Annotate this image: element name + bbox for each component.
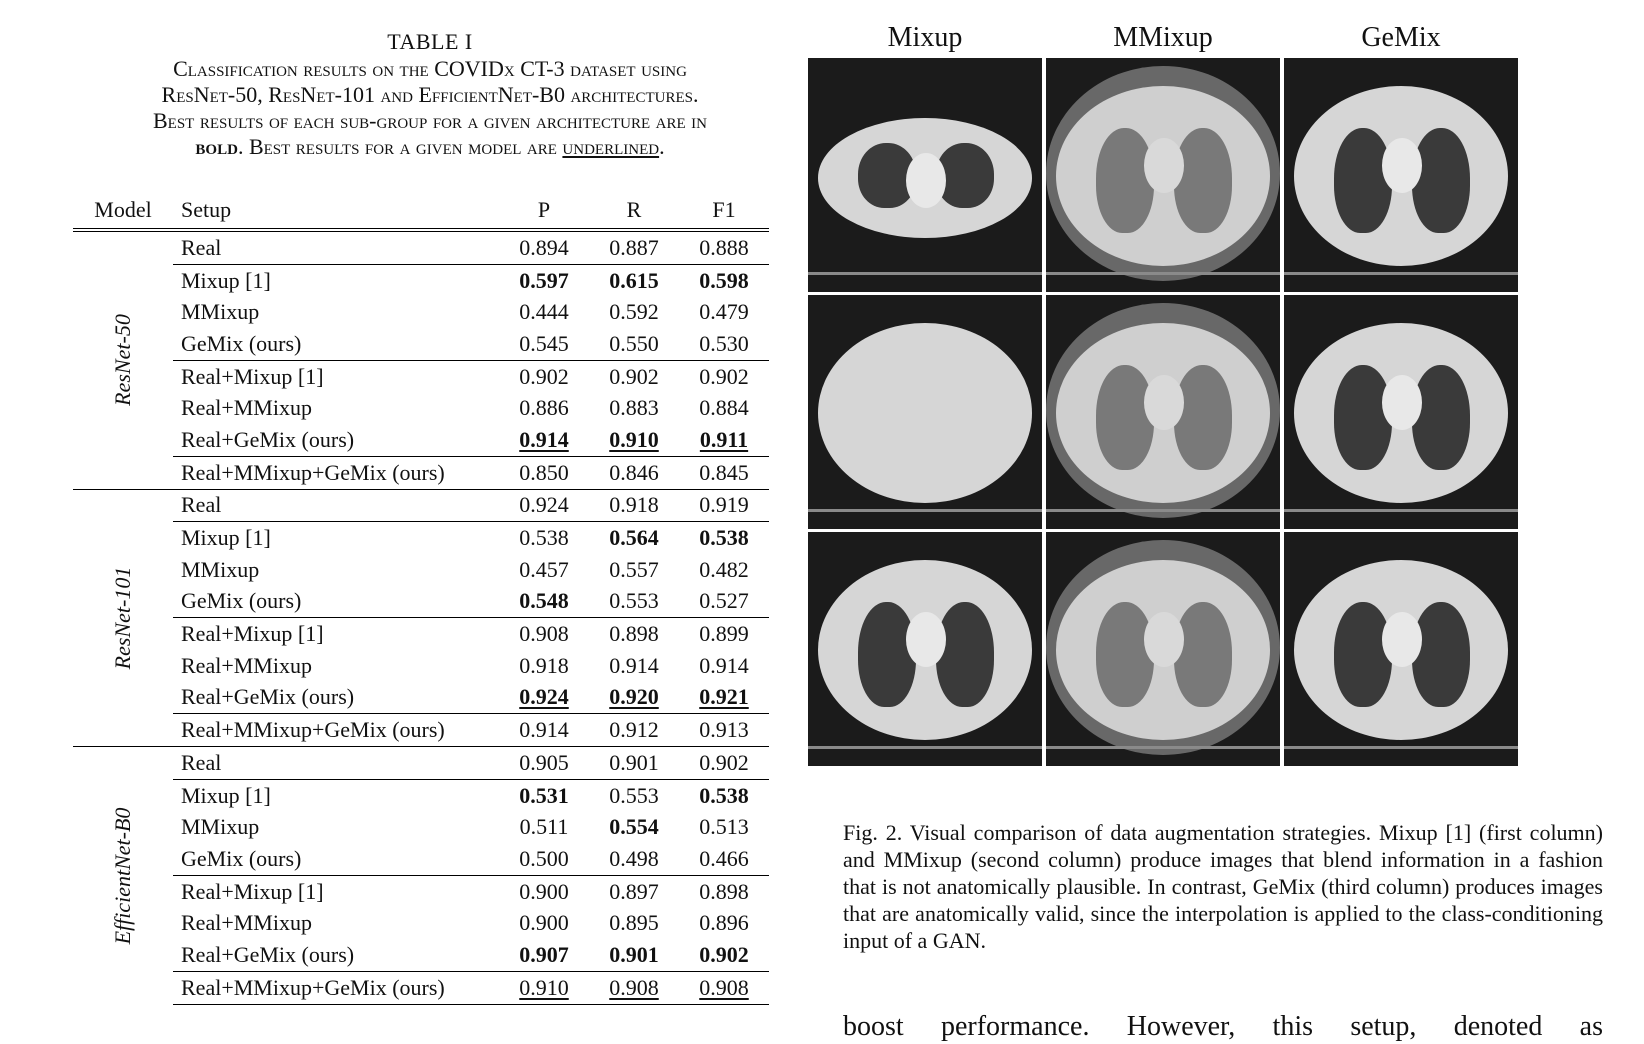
setup-cell: Real+GeMix (ours) xyxy=(181,426,355,452)
body-word: performance. xyxy=(940,1011,1090,1042)
results-table xyxy=(73,192,769,1005)
table-row xyxy=(73,489,769,522)
setup-cell: Real xyxy=(173,489,499,522)
r-cell: 0.592 xyxy=(609,299,659,325)
f1-cell: 0.919 xyxy=(679,489,769,522)
caption-line-4 xyxy=(40,134,820,160)
f1-cell: 0.538 xyxy=(679,779,769,811)
r-cell: 0.908 xyxy=(589,971,679,1004)
r-cell: 0.895 xyxy=(609,910,659,936)
caption-line-3: Best results of each sub-group for a given architecture are in xyxy=(153,108,707,133)
f1-cell: 0.479 xyxy=(699,299,749,325)
ct-body-shape xyxy=(818,323,1032,503)
model-name: ResNet-50 xyxy=(110,314,135,407)
setup-cell: MMixup xyxy=(181,814,260,840)
r-cell: 0.901 xyxy=(589,747,679,780)
table-row xyxy=(73,747,769,780)
r-cell: 0.498 xyxy=(609,845,659,871)
f1-cell: 0.899 xyxy=(679,618,769,650)
table-header-row xyxy=(73,192,769,230)
p-cell: 0.924 xyxy=(499,489,589,522)
p-cell: 0.531 xyxy=(499,779,589,811)
table-row xyxy=(73,971,769,1004)
ct-image-mixup-1 xyxy=(808,58,1042,292)
f1-cell: 0.888 xyxy=(679,230,769,264)
model-name-cell xyxy=(73,489,173,747)
table-row xyxy=(73,522,769,554)
p-cell: 0.902 xyxy=(499,360,589,392)
table-row xyxy=(73,907,769,939)
r-cell: 0.553 xyxy=(609,588,659,614)
table-row xyxy=(73,360,769,392)
ct-image-gemix-3 xyxy=(1284,532,1518,766)
r-cell: 0.553 xyxy=(589,779,679,811)
ct-blend-overlay xyxy=(1046,66,1280,281)
table-row xyxy=(73,875,769,907)
r-cell: 0.887 xyxy=(589,230,679,264)
f1-cell: 0.908 xyxy=(679,971,769,1004)
table-row xyxy=(73,586,769,618)
caption-bold-word: bold xyxy=(195,134,238,159)
f1-cell: 0.902 xyxy=(679,360,769,392)
ct-lung-right xyxy=(1412,602,1470,707)
table-label: TABLE I xyxy=(387,29,473,54)
setup-cell: Real+MMixup xyxy=(181,910,312,936)
caption-line-1: Classification results on the COVIDx CT-3 dataset using xyxy=(173,56,687,81)
p-cell: 0.914 xyxy=(499,714,589,747)
caption-mid: . Best results for a given model are xyxy=(237,134,563,159)
setup-cell: GeMix (ours) xyxy=(181,330,302,356)
ct-table-line xyxy=(1284,746,1518,749)
p-cell: 0.457 xyxy=(519,556,569,582)
header-r: R xyxy=(626,197,642,222)
f1-cell: 0.913 xyxy=(679,714,769,747)
setup-cell: Real+MMixup xyxy=(181,652,312,678)
table-row xyxy=(73,230,769,264)
body-word: boost xyxy=(843,1011,904,1042)
header-setup: Setup xyxy=(181,197,232,222)
setup-cell: Real+Mixup [1] xyxy=(173,875,499,907)
table-caption xyxy=(40,28,820,160)
caption-end: . xyxy=(659,134,665,159)
p-cell: 0.908 xyxy=(499,618,589,650)
table-row xyxy=(73,682,769,714)
table-row xyxy=(73,779,769,811)
r-cell: 0.846 xyxy=(589,456,679,489)
f1-cell: 0.898 xyxy=(679,875,769,907)
model-group-resnet-101 xyxy=(73,489,769,747)
ct-blend-overlay xyxy=(1046,540,1280,755)
table-row xyxy=(73,618,769,650)
table-row xyxy=(73,811,769,843)
model-group-efficientnet-b0 xyxy=(73,747,769,1005)
setup-cell: Mixup [1] xyxy=(173,522,499,554)
r-cell: 0.550 xyxy=(609,330,659,356)
f1-cell: 0.527 xyxy=(699,588,749,614)
body-word: as xyxy=(1579,1011,1603,1042)
p-cell: 0.910 xyxy=(499,971,589,1004)
p-cell: 0.907 xyxy=(519,941,569,967)
column-header-mmixup: MMixup xyxy=(1113,22,1213,53)
table-row xyxy=(73,264,769,296)
ct-lung-left xyxy=(1334,365,1392,470)
model-group-resnet-50 xyxy=(73,230,769,489)
p-cell: 0.886 xyxy=(519,395,569,421)
ct-table-line xyxy=(808,509,1042,512)
model-name: EfficientNet-B0 xyxy=(110,807,135,944)
header-p: P xyxy=(537,197,551,222)
ct-heart xyxy=(1382,375,1422,430)
p-cell: 0.597 xyxy=(499,264,589,296)
model-name-cell xyxy=(73,747,173,1005)
figure-caption: Fig. 2. Visual comparison of data augmentation strategies. Mixup [1] (first column) and MMixup (second column) produce images that blend information in a fashion that is not anatomically plausible. In contrast, GeMix (third column) produces images that are anatomically valid, since the interpolation is applied to the class-conditioning input of a GAN. xyxy=(843,820,1603,953)
p-cell: 0.900 xyxy=(519,910,569,936)
r-cell: 0.557 xyxy=(609,556,659,582)
f1-cell: 0.513 xyxy=(699,814,749,840)
p-cell: 0.924 xyxy=(519,684,569,710)
table-row xyxy=(73,328,769,360)
f1-cell: 0.921 xyxy=(699,684,749,710)
caption-underlined-word: underlined xyxy=(562,134,660,159)
body-text-line xyxy=(843,1011,1603,1043)
setup-cell: Real+MMixup+GeMix (ours) xyxy=(173,971,499,1004)
ct-image-mixup-3 xyxy=(808,532,1042,766)
model-name: ResNet-101 xyxy=(110,566,135,670)
setup-cell: MMixup xyxy=(181,556,260,582)
body-word: denoted xyxy=(1453,1011,1543,1042)
f1-cell: 0.482 xyxy=(699,556,749,582)
f1-cell: 0.902 xyxy=(699,941,749,967)
f1-cell: 0.902 xyxy=(679,747,769,780)
table-row xyxy=(73,939,769,971)
p-cell: 0.894 xyxy=(499,230,589,264)
setup-cell: GeMix (ours) xyxy=(181,588,302,614)
table-row xyxy=(73,456,769,489)
ct-table-line xyxy=(808,272,1042,275)
r-cell: 0.920 xyxy=(609,684,659,710)
ct-table-line xyxy=(1046,272,1280,275)
ct-heart xyxy=(1382,612,1422,667)
p-cell: 0.500 xyxy=(519,845,569,871)
r-cell: 0.564 xyxy=(589,522,679,554)
model-name-cell xyxy=(73,230,173,489)
f1-cell: 0.884 xyxy=(699,395,749,421)
p-cell: 0.905 xyxy=(499,747,589,780)
header-f1: F1 xyxy=(712,197,736,222)
table-row xyxy=(73,714,769,747)
table-row xyxy=(73,424,769,456)
setup-cell: GeMix (ours) xyxy=(181,845,302,871)
r-cell: 0.554 xyxy=(609,814,659,840)
table-row xyxy=(73,843,769,875)
f1-cell: 0.896 xyxy=(699,910,749,936)
setup-cell: Real+MMixup+GeMix (ours) xyxy=(173,456,499,489)
ct-lung-right xyxy=(936,602,994,707)
table-row xyxy=(73,392,769,424)
table-row xyxy=(73,650,769,682)
ct-lung-right xyxy=(1412,128,1470,233)
f1-cell: 0.466 xyxy=(699,845,749,871)
table-row xyxy=(73,554,769,586)
f1-cell: 0.914 xyxy=(699,652,749,678)
setup-cell: Real+MMixup+GeMix (ours) xyxy=(173,714,499,747)
r-cell: 0.902 xyxy=(589,360,679,392)
r-cell: 0.615 xyxy=(589,264,679,296)
r-cell: 0.918 xyxy=(589,489,679,522)
column-header-gemix: GeMix xyxy=(1361,22,1441,53)
setup-cell: MMixup xyxy=(181,299,260,325)
p-cell: 0.444 xyxy=(519,299,569,325)
column-header-mixup: Mixup xyxy=(887,22,963,53)
ct-table-line xyxy=(808,746,1042,749)
ct-image-gemix-2 xyxy=(1284,295,1518,529)
setup-cell: Mixup [1] xyxy=(173,264,499,296)
ct-image-mmixup-3 xyxy=(1046,532,1280,766)
p-cell: 0.538 xyxy=(499,522,589,554)
setup-cell: Real+MMixup xyxy=(181,395,312,421)
r-cell: 0.883 xyxy=(609,395,659,421)
ct-table-line xyxy=(1046,746,1280,749)
setup-cell: Mixup [1] xyxy=(173,779,499,811)
f1-cell: 0.911 xyxy=(699,426,749,452)
setup-cell: Real+Mixup [1] xyxy=(173,618,499,650)
r-cell: 0.897 xyxy=(589,875,679,907)
ct-heart xyxy=(1382,138,1422,193)
ct-table-line xyxy=(1284,272,1518,275)
r-cell: 0.912 xyxy=(589,714,679,747)
setup-cell: Real xyxy=(173,230,499,264)
ct-image-mmixup-1 xyxy=(1046,58,1280,292)
r-cell: 0.898 xyxy=(589,618,679,650)
body-word: this xyxy=(1272,1011,1314,1042)
ct-heart xyxy=(906,153,946,208)
r-cell: 0.914 xyxy=(609,652,659,678)
p-cell: 0.900 xyxy=(499,875,589,907)
ct-table-line xyxy=(1046,509,1280,512)
ct-image-mmixup-2 xyxy=(1046,295,1280,529)
setup-cell: Real xyxy=(173,747,499,780)
r-cell: 0.901 xyxy=(609,941,659,967)
ct-lung-right xyxy=(1412,365,1470,470)
caption-line-2: ResNet-50, ResNet-101 and EfficientNet-B0 architectures. xyxy=(161,82,699,107)
p-cell: 0.545 xyxy=(519,330,569,356)
f1-cell: 0.845 xyxy=(679,456,769,489)
r-cell: 0.910 xyxy=(609,426,659,452)
header-model: Model xyxy=(94,197,152,222)
f1-cell: 0.598 xyxy=(679,264,769,296)
ct-lung-left xyxy=(1334,128,1392,233)
ct-table-line xyxy=(1284,509,1518,512)
ct-blend-overlay xyxy=(1046,303,1280,518)
p-cell: 0.914 xyxy=(519,426,569,452)
p-cell: 0.918 xyxy=(519,652,569,678)
ct-image-gemix-1 xyxy=(1284,58,1518,292)
f1-cell: 0.530 xyxy=(699,330,749,356)
setup-cell: Real+GeMix (ours) xyxy=(181,941,355,967)
ct-heart xyxy=(906,612,946,667)
p-cell: 0.511 xyxy=(519,814,569,840)
ct-lung-left xyxy=(1334,602,1392,707)
setup-cell: Real+GeMix (ours) xyxy=(181,684,355,710)
setup-cell: Real+Mixup [1] xyxy=(173,360,499,392)
ct-image-mixup-2 xyxy=(808,295,1042,529)
p-cell: 0.548 xyxy=(519,588,569,614)
p-cell: 0.850 xyxy=(499,456,589,489)
ct-lung-left xyxy=(858,602,916,707)
body-word: However, xyxy=(1126,1011,1236,1042)
f1-cell: 0.538 xyxy=(679,522,769,554)
body-word: setup, xyxy=(1350,1011,1417,1042)
table-row xyxy=(73,296,769,328)
